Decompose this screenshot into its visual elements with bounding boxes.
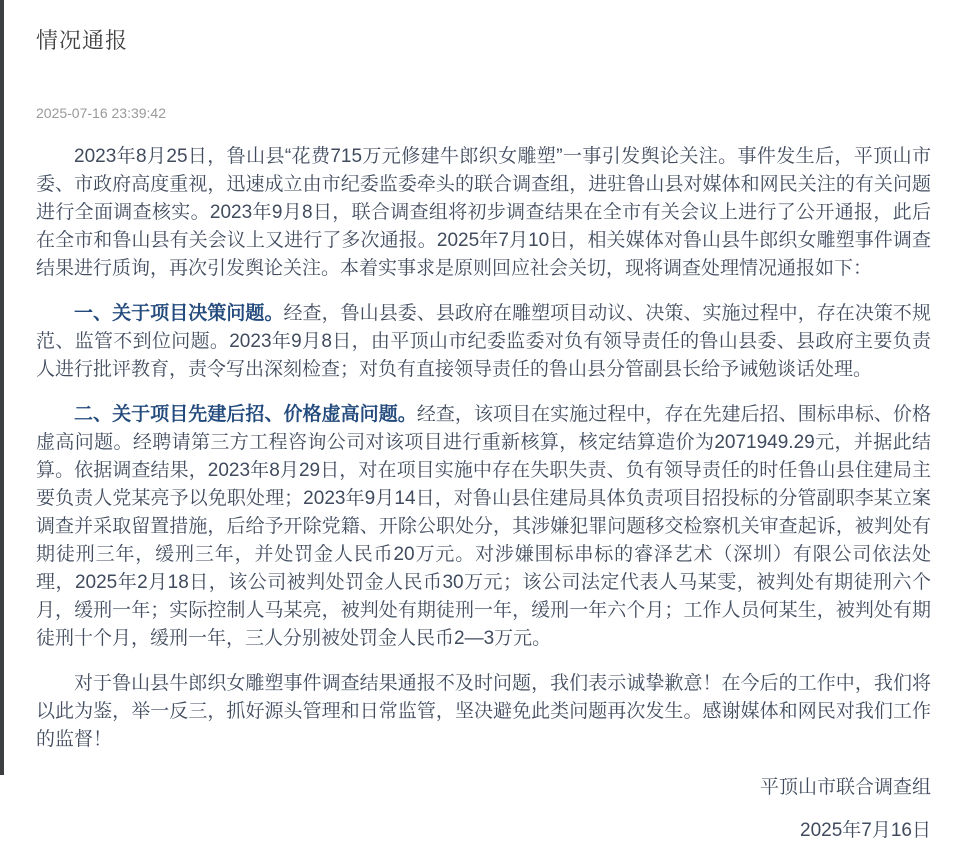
paragraph-section-1 <box>36 300 931 384</box>
window-left-edge <box>0 0 4 775</box>
signature-date: 2025年7月16日 <box>800 820 931 841</box>
paragraph-lead: 二、关于项目先建后招、价格虚高问题。 <box>74 404 417 425</box>
notice-body <box>36 143 931 754</box>
paragraph-section-2 <box>36 401 931 653</box>
publish-timestamp: 2025-07-16 23:39:42 <box>36 105 166 121</box>
signature-org: 平顶山市联合调查组 <box>759 777 931 798</box>
paragraph-text: 经查，该项目在实施过程中，存在先建后招、围标串标、价格虚高问题。经聘请第三方工程咨询公司对该项目进行重新核算，核定结算造价为2071949.29元，并据此结算。依据调查结果，2023年8月29日，对在项目实施中存在失职失责、负有领导责任的时任鲁山县住建局主要负责人党某亮予以免职处理；2023年9月14日，对鲁山县住建局具体负责项目招投标的分管副职李某立案调查并采取留置措施，后给予开除党籍、开除公职处分，其涉嫌犯罪问题移交检察机关审查起诉，被判处有期徒刑三年，缓刑三年，并处罚金人民币20万元。对涉嫌围标串标的睿泽艺术（深圳）有限公司依法处理，2025年2月18日，该公司被判处罚金人民币30万元；该公司法定代表人马某雯，被判处有期徒刑六个月，缓刑一年；实际控制人马某亮，被判处有期徒刑一年，缓刑一年六个月；工作人员何某生，被判处有期徒刑十个月，缓刑一年，三人分别被处罚金人民币2—3万元。 <box>36 404 931 649</box>
paragraph-apology <box>36 670 931 754</box>
paragraph-text: 2023年8月25日，鲁山县“花费715万元修建牛郎织女雕塑”一事引发舆论关注。事件发生后，平顶山市委、市政府高度重视，迅速成立由市纪委监委牵头的联合调查组，进驻鲁山县对媒体和网民关注的有关问题进行全面调查核实。2023年9月8日，联合调查组将初步调查结果在全市有关会议上进行了公开通报，此后在全市和鲁山县有关会议上又进行了多次通报。2025年7月10日，相关媒体对鲁山县牛郎织女雕塑事件调查结果进行质询，再次引发舆论关注。本着实事求是原则回应社会关切，现将调查处理情况通报如下： <box>36 146 931 279</box>
paragraph-lead: 一、关于项目决策问题。 <box>74 303 284 324</box>
paragraph-text: 经查，鲁山县委、县政府在雕塑项目动议、决策、实施过程中，存在决策不规范、监管不到位问题。2023年9月8日，由平顶山市纪委监委对负有领导责任的鲁山县委、县政府主要负责人进行批评教育，责令写出深刻检查；对负有直接领导责任的鲁山县分管副县长给予诫勉谈话处理。 <box>36 303 931 380</box>
page-title: 情况通报 <box>36 28 129 53</box>
paragraph-text: 对于鲁山县牛郎织女雕塑事件调查结果通报不及时问题，我们表示诚挚歉意！在今后的工作中，我们将以此为鉴，举一反三，抓好源头管理和日常监管，坚决避免此类问题再次发生。感谢媒体和网民对我们工作的监督！ <box>36 673 931 750</box>
paragraph-intro <box>36 143 931 283</box>
